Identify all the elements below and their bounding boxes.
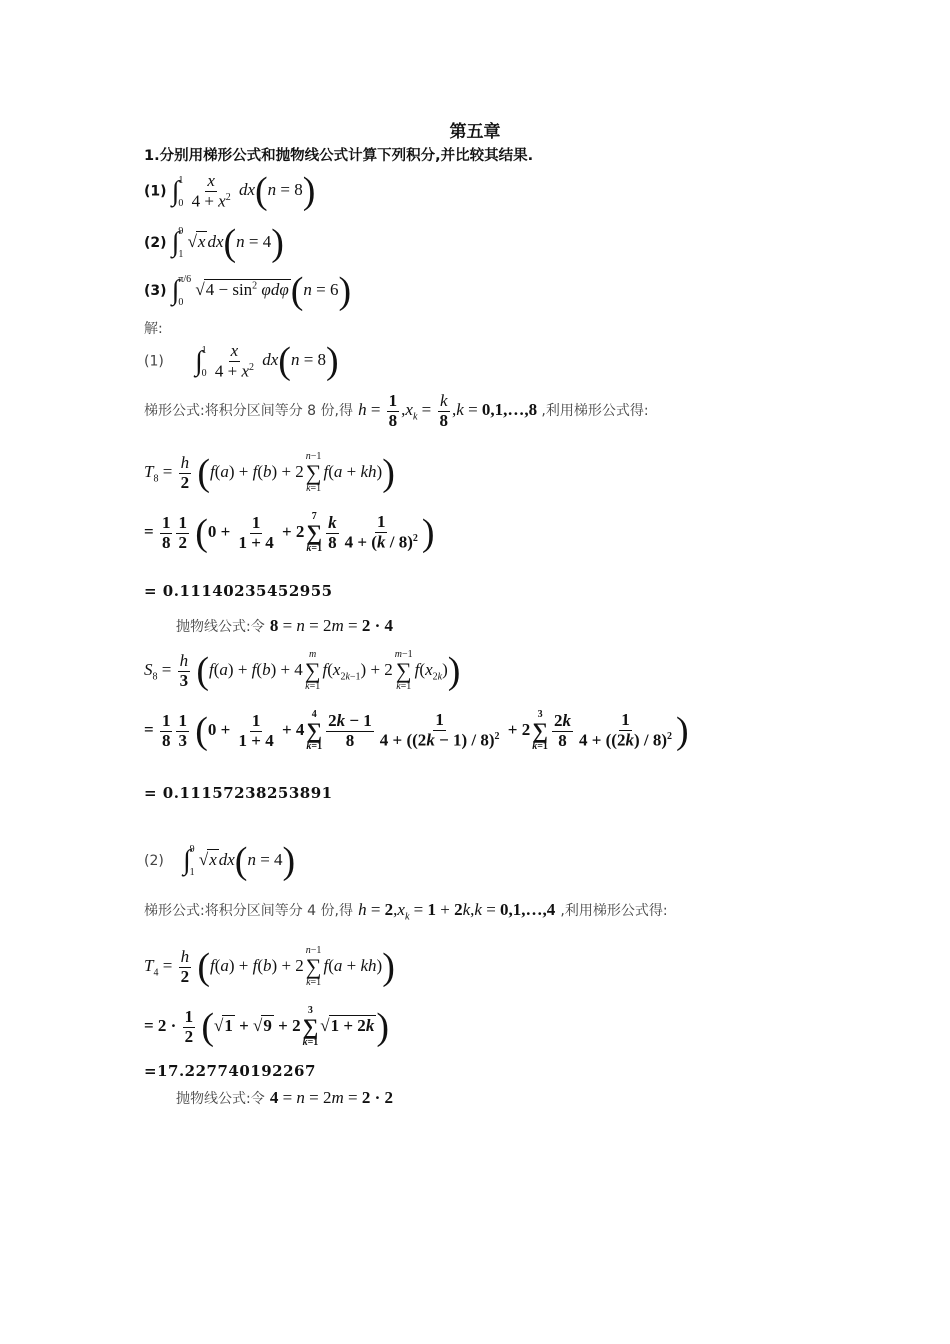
part-2 [144, 224, 284, 262]
sol1-para-intro: 抛物线公式:令 [176, 619, 265, 635]
sol1-trap-intro-line: 梯形公式:将积分区间等分 8 份,得 h = $\frac{1}{8}$ $,x_k$ = $\frac{k}{8}$ ,k = 0,1,…,8 ,利用梯形公式得: [144, 391, 649, 430]
sol2-trap-intro: 梯形公式:将积分区间等分 4 份,得 [144, 903, 353, 919]
sol1-trap-substituted: = $\frac{1}{8}$ $\frac{1}{2}$ (0 + $\frac{1}{1 + 4}$ + 2 7 ∑ k=1 $\frac{k}{8}$ $\frac{1}{4 + (k / 8)^2}$ ) [144, 511, 435, 554]
sol2-trap-intro-line: 梯形公式:将积分区间等分 4 份,得 $h = 2,x_k = 1 + 2k,k$ = 0,1,…,4 ,利用梯形公式得: [144, 900, 668, 923]
part-2-formula: ∫ 9 1 √x dx(n = 4) [171, 222, 284, 264]
part-2-label: (2) [144, 234, 167, 251]
sol1-trap-formula: $T_8$ = $\frac{h}{2}$ (f(a) + f(b) + 2 n−1 ∑ k=1 f(a + kh)) [144, 451, 395, 494]
sol2-para-intro-line: 抛物线公式:令 4 = n = 2m = 2 · 2 [176, 1088, 394, 1107]
sol1-para-result: = 0.11157238253891 [144, 784, 333, 802]
part-3-formula: ∫ π/6 0 $√4 - \sin^2 \varphi d\varphi(n = 6)$ [171, 270, 352, 312]
sol2-label: (2) [144, 852, 164, 869]
part-1 [144, 172, 315, 211]
chapter-title: 第五章 [449, 122, 501, 142]
sol2-integral: (2) ∫ 9 1 √x dx(n = 4) [144, 840, 296, 882]
sol2-para-intro: 抛物线公式:令 [176, 1091, 265, 1107]
sol1-trap-intro: 梯形公式:将积分区间等分 8 份,得 [144, 403, 353, 420]
sol1-integral: (1) ∫ 1 0 $\frac{x}{4 + x^2}$ dx(n = 8) [144, 340, 339, 383]
sol2-trap-tail: ,利用梯形公式得: [560, 903, 668, 919]
sol1-label: (1) [144, 353, 164, 370]
sol1-trap-tail: ,利用梯形公式得: [541, 403, 649, 420]
part-1-label: (1) [144, 183, 167, 200]
sol2-trap-formula: $T_4$ = $\frac{h}{2}$ (f(a) + f(b) + 2 n−1 ∑ k=1 f(a + kh)) [144, 945, 395, 988]
solution-label: 解: [144, 321, 163, 337]
part-3 [144, 272, 351, 310]
part-3-label: (3) [144, 282, 167, 299]
question-text: 1.分别用梯形公式和抛物线公式计算下列积分,并比较其结果. [144, 148, 534, 164]
sol2-trap-result: =17.227740192267 [144, 1062, 316, 1080]
sol1-trap-result: = 0.11140235452955 [144, 582, 333, 600]
sol2-trap-substituted: = 2 · $\frac{1}{2}$ (√1 + √9 + 2 3 ∑ k=1 √1 + 2k) [144, 1005, 389, 1048]
part-1-formula: ∫ 1 0 $\frac{x}{4 + x^2}$ dx(n = 8) [171, 170, 316, 213]
sol1-para-intro-line: 抛物线公式:令 8 = n = 2m = 2 · 4 [176, 616, 394, 635]
sol1-para-substituted: = $\frac{1}{8}$ $\frac{1}{3}$ (0 + $\frac{1}{1 + 4}$ + 4 4 ∑ k=1 $\frac{2k - 1}{8}$ $\frac{1}{4 + ((2k - 1) / 8)^2}$ + 2 3 ∑ k=1 $\frac{2k}{8}$ $\frac{1}{4 + ((2k) / 8)^2}$ ) [144, 709, 689, 752]
sol1-para-formula: $S_8$ = $\frac{h}{3}$ (f(a) + f(b) + 4 m ∑ k=1 $f(x_{2k-1}) + 2$ m−1 ∑ k=1 $f(x_{2k})$) [144, 649, 461, 692]
